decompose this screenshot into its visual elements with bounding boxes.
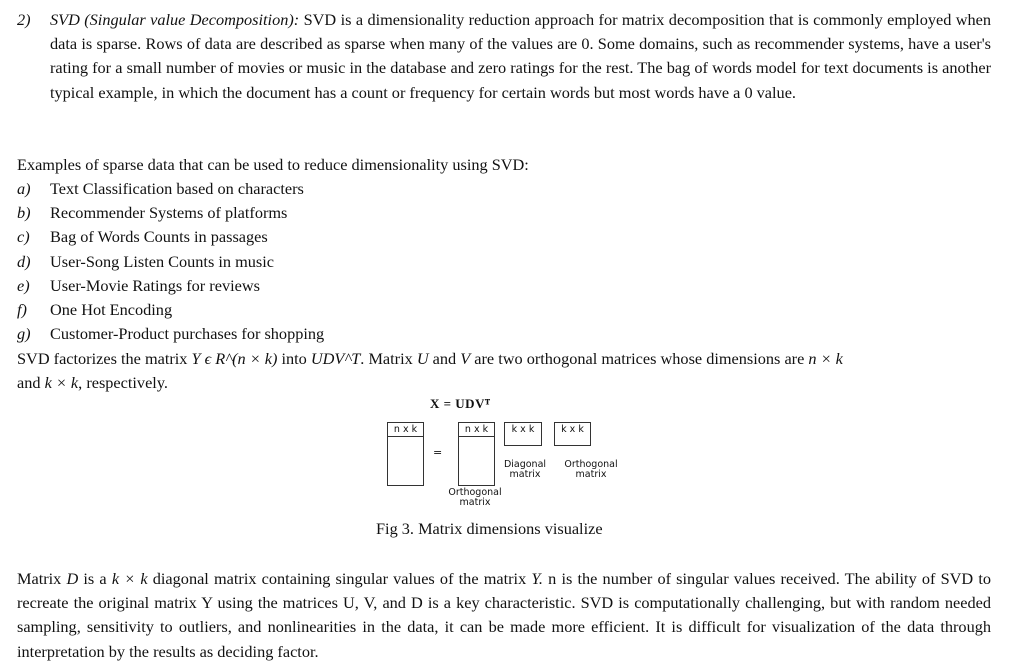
orthogonal-u-label: Orthogonal matrix bbox=[448, 487, 502, 508]
section-number: 2) bbox=[17, 10, 31, 29]
svd-paragraph bbox=[50, 8, 991, 105]
d-dim-label: k x k bbox=[511, 424, 535, 435]
v-dim-label: k x k bbox=[561, 424, 584, 435]
list-item: a) Text Classification based on characters bbox=[17, 179, 304, 198]
factorize-paragraph: SVD factorizes the matrix Y ϵ R^(n × k) into UDV^T. Matrix U and V are two orthogonal matrices whose dimensions are n × k and k × k, respectively. bbox=[17, 349, 843, 393]
figure-caption: Fig 3. Matrix dimensions visualize bbox=[376, 519, 603, 538]
examples-intro: Examples of sparse data that can be used to reduce dimensionality using SVD: bbox=[17, 155, 529, 174]
diagonal-label: Diagonal matrix bbox=[503, 459, 547, 480]
svd-body: SVD is a dimensionality reduction approach for matrix decomposition that is commonly employed when data is sparse. Rows of data are described as sparse when many of the values are 0. Some domains, such as recommender systems, have a user's rating for a small number of movies or music in the database and zero ratings for the rest. The bag of words model for text documents is another typical example, in which the document has a count or frequency for certain words but most words have a 0 value. bbox=[50, 10, 992, 102]
list-item: g) Customer-Product purchases for shopping bbox=[17, 324, 325, 343]
u-matrix bbox=[458, 436, 495, 486]
matrix-d-paragraph: Matrix D is a k × k diagonal matrix containing singular values of the matrix Y. n is the number of singular values received. The ability of SVD to recreate the original matrix Y using the matrices U, V, and D is a key characteristic. SVD is computationally challenging, but with random needed sampling, sensitivity to outliers, and nonlinearities in the data, it can be made more efficient. It is difficult for visualization of the data through interpretation by the results as deciding factor. bbox=[17, 569, 991, 661]
u-dim-label: n x k bbox=[464, 424, 489, 435]
figure-equation: X = UDVᵀ bbox=[430, 396, 491, 411]
orthogonal-v-label: Orthogonal matrix bbox=[564, 459, 618, 480]
list-item: d) User-Song Listen Counts in music bbox=[17, 252, 274, 271]
list-item: e) User-Movie Ratings for reviews bbox=[17, 276, 260, 295]
list-item: b) Recommender Systems of platforms bbox=[17, 203, 288, 222]
list-item: c) Bag of Words Counts in passages bbox=[17, 227, 268, 246]
x-matrix bbox=[387, 436, 424, 486]
svd-title: SVD (Singular value Decomposition): bbox=[50, 10, 300, 29]
equals-sign: = bbox=[433, 446, 443, 459]
list-item: f) One Hot Encoding bbox=[17, 300, 173, 319]
x-dim-label: n x k bbox=[393, 424, 418, 435]
